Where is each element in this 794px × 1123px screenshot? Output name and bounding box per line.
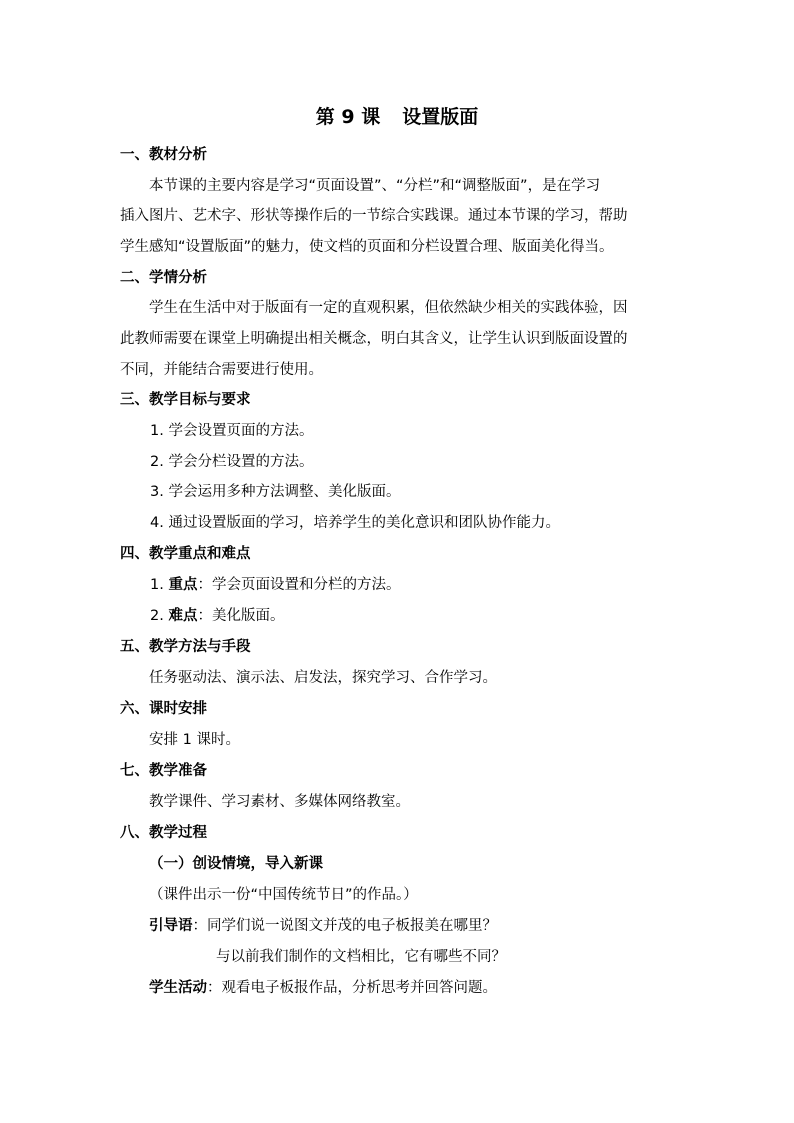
paragraph-line: 任务驱动法、演示法、启发法，探究学习、合作学习。 (149, 670, 497, 686)
list-item: 4. 通过设置版面的学习，培养学生的美化意识和团队协作能力。 (150, 515, 560, 531)
paragraph-line: （课件出示一份“中国传统节日”的作品。） (149, 887, 418, 903)
paragraph-line: 教学课件、学习素材、多媒体网络教室。 (149, 794, 410, 810)
section-heading-4: 四、教学重点和难点 (120, 546, 251, 562)
paragraph-line: 学生感知“设置版面”的魅力，使文档的页面和分栏设置合理、版面美化得当。 (120, 239, 614, 255)
paragraph-line: 学生在生活中对于版面有一定的直观积累，但依然缺少相关的实践体验，因 (149, 300, 628, 316)
section-heading-7: 七、教学准备 (120, 763, 207, 779)
paragraph-line: 安排 1 课时。 (149, 732, 240, 748)
list-item (150, 575, 400, 595)
key-point-text: ：学会页面设置和分栏的方法。 (197, 577, 401, 593)
difficulty-text: ：美化版面。 (197, 608, 285, 624)
key-point-label: 重点 (168, 577, 198, 593)
guide-line-continued: 与以前我们制作的文档相比，它有哪些不同？ (216, 949, 506, 965)
section-heading-5: 五、教学方法与手段 (120, 639, 251, 655)
guide-text: ：同学们说一说图文并茂的电子板报美在哪里？ (192, 918, 497, 934)
list-item: 1. 学会设置页面的方法。 (150, 423, 314, 439)
lesson-name: 设置版面 (402, 106, 479, 128)
section-heading-3: 三、教学目标与要求 (120, 392, 251, 408)
guide-label: 引导语 (149, 918, 193, 934)
difficulty-label: 难点 (168, 608, 198, 624)
section-heading-1: 一、教材分析 (120, 147, 207, 163)
subsection-heading: （一）创设情境，导入新课 (149, 856, 323, 872)
activity-line (149, 978, 497, 998)
list-item: 3. 学会运用多种方法调整、美化版面。 (150, 484, 401, 500)
list-number: 1. (150, 577, 164, 593)
list-item (150, 606, 284, 626)
lesson-number: 第 9 课 (315, 106, 381, 128)
section-heading-6: 六、课时安排 (120, 701, 207, 717)
paragraph-line: 此教师需要在课堂上明确提出相关概念，明白其含义，让学生认识到版面设置的 (120, 331, 628, 347)
section-heading-8: 八、教学过程 (120, 825, 207, 841)
paragraph-line: 本节课的主要内容是学习“页面设置”、“分栏”和“调整版面”，是在学习 (149, 178, 601, 194)
activity-text: ：观看电子板报作品，分析思考并回答问题。 (207, 980, 497, 996)
section-heading-2: 二、学情分析 (120, 270, 207, 286)
lesson-title (0, 104, 794, 130)
paragraph-line: 插入图片、艺术字、形状等操作后的一节综合实践课。通过本节课的学习，帮助 (120, 208, 628, 224)
activity-label: 学生活动 (149, 980, 207, 996)
list-item: 2. 学会分栏设置的方法。 (150, 454, 314, 470)
list-number: 2. (150, 608, 164, 624)
guide-line (149, 916, 497, 936)
paragraph-line: 不同，并能结合需要进行使用。 (120, 362, 323, 378)
